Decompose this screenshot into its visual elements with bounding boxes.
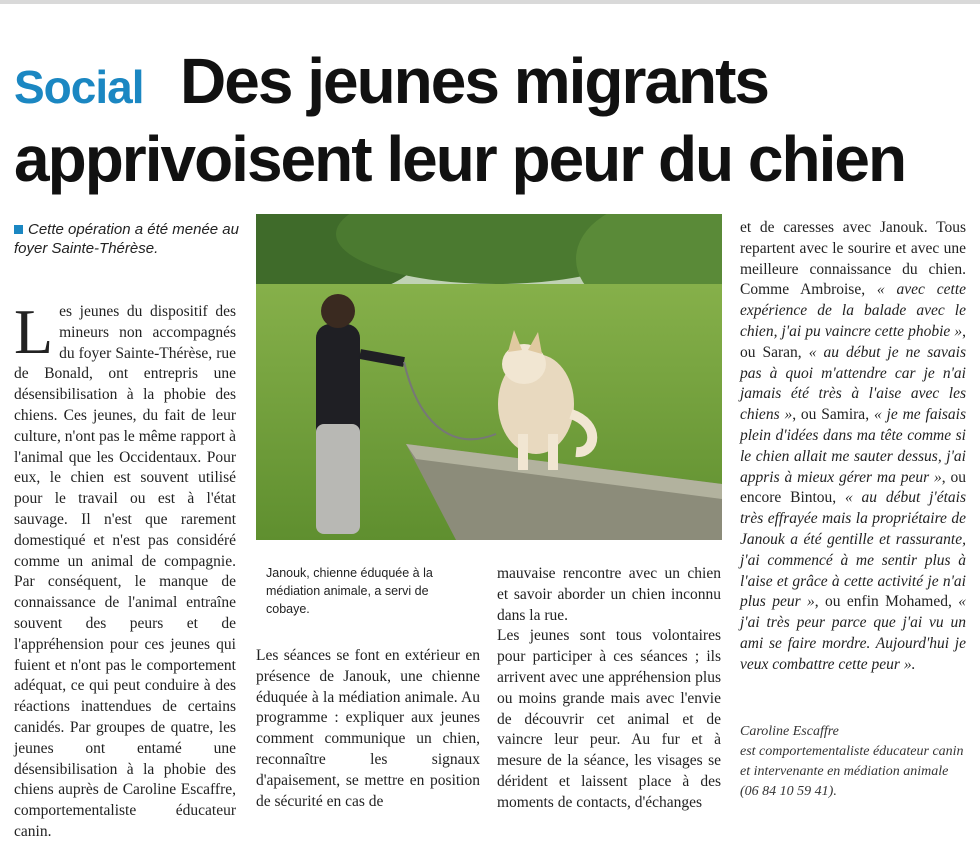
column-1-text: es jeunes du dispositif des mineurs non accompagnés du foyer Sainte-Thérèse, rue de Bonald, ont entrepris une désensibilisation à la phobie des chiens. Ces jeunes, du fait de leur culture, n'ont pas le même rapport à l'animal que les Occidentaux. Pour eux, le chien est souvent utilisé pour le travail ou est à l'état sauvage. Il n'est que rarement domestiqué et n'est pas considéré comme un animal de compagnie. Par conséquent, le manque de connaissance de l'animal entraîne souvent des peurs et de l'appréhension pour ces jeunes qui fuient et n'ont pas le comportement adéquat, ce qui peut conduire à des réactions inattendues de certains canidés. Par groupes de quatre, les jeunes ont entamé une désensibilisation à la phobie des chiens auprès de Caroline Escaffre, comportementaliste éducateur canin.	[14, 303, 236, 840]
quote-mohamed: « j'ai très peur parce que j'ai vu un ami se faire mordre. Aujourd'hui je veux combattre cette peur ».	[740, 593, 966, 673]
column-4-text-5: , ou enfin Mohamed,	[814, 593, 952, 611]
title-line-2: apprivoisent leur peur du chien	[14, 123, 906, 195]
quote-saran: « au début je ne savais pas à quoi m'attendre car je n'ai jamais été très à l'aise avec les chiens »	[740, 343, 966, 424]
column-4-text-4: , ou encore Bintou,	[740, 468, 967, 507]
column-2-text: Les séances se font en extérieur en présence de Janouk, une chienne éduquée à la médiation animale. Au programme : expliquer aux jeunes comment communique un chien, reconnaître les signaux d'apaisement, se mettre en position de sécurité en cas de	[256, 647, 480, 810]
column-3-text-1: mauvaise rencontre avec un chien et savoir aborder un chien inconnu dans la rue.	[497, 565, 721, 624]
column-2	[256, 646, 480, 812]
photo-caption: Janouk, chienne éduquée à la médiation animale, a servi de cobaye.	[266, 566, 433, 616]
column-3-text-2: Les jeunes sont tous volontaires pour participer à ces séances ; ils arrivent avec une appréhension plus ou moins grande mais avec l'envie de découvrir cet animal et de vaincre leur peur. Au fur et à mesure de la séance, les visages se dérident et laissent place à des moments de contacts, d'échanges	[497, 627, 721, 811]
column-4-text-1: et de caresses avec Janouk. Tous repartent avec le sourire et avec une meilleure connaissance du chien. Comme Ambroise,	[740, 219, 966, 299]
lead-square-icon	[14, 225, 23, 234]
signature-block	[740, 722, 966, 802]
quote-bintou: « au début j'étais très effrayée mais la propriétaire de Janouk a été gentille et rassurante, j'ai commencé à me sentir plus à l'aise et grâce à cette activité je n'ai plus peur »	[740, 489, 966, 611]
article-photo	[256, 214, 722, 540]
column-4-text-2: , ou Saran,	[740, 322, 966, 361]
title-line-1: Des jeunes migrants	[180, 45, 768, 117]
quote-ambroise: « avec cette expérience de la balade avec le chien, j'ai pu vaincre cette phobie »	[740, 281, 966, 340]
lead-text: Cette opération a été menée au foyer Sainte-Thérèse.	[14, 221, 239, 257]
signature-name: Caroline Escaffre	[740, 724, 839, 739]
signature-role: est comportementaliste éducateur canin et intervenante en médiation animale (06 84 10 59 41).	[740, 744, 964, 799]
column-1	[14, 296, 236, 843]
quote-samira: « je me faisais plein d'idées dans ma tête comme si le chien allait me sauter dessus, j'ai appris à mieux gérer ma peur »	[740, 406, 966, 486]
top-rule	[0, 0, 980, 4]
column-4-text-3: , ou Samira,	[792, 406, 870, 424]
drop-cap: L	[14, 296, 54, 367]
rubric-label: Social	[14, 61, 144, 113]
lead-paragraph	[14, 220, 244, 258]
column-4	[740, 218, 966, 676]
column-3	[497, 564, 721, 814]
